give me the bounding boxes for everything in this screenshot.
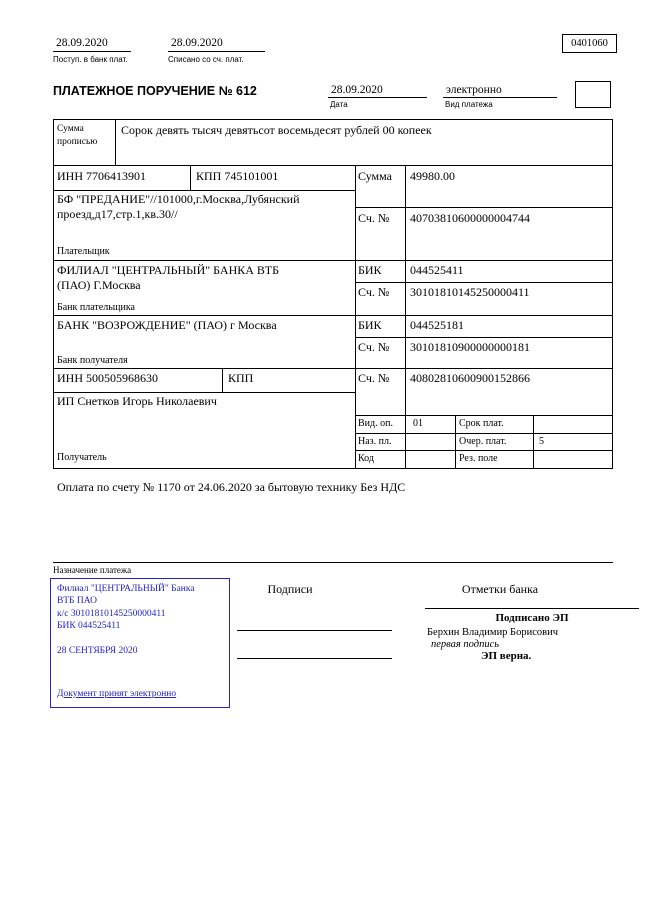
stamp-line: Филиал "ЦЕНТРАЛЬНЫЙ" Банка [57,584,195,594]
grid-line [53,119,613,120]
grid-line [355,450,613,451]
payer-account-label: Сч. № [358,211,390,225]
esign-name: Берхин Владимир Борисович [427,627,558,638]
stamp-line: к/с 30101810145250000411 [57,608,166,619]
payee-label: Получатель [57,452,107,463]
purpose-code-label: Наз. пл. [358,436,392,447]
document-date: 28.09.2020 [331,84,383,96]
stamp-line: БИК 044525411 [57,621,121,632]
payee-kpp-label: КПП [228,371,254,385]
grid-line [53,165,613,166]
priority-value: 5 [539,436,544,447]
code-label: Код [358,453,374,464]
grid-line [355,207,613,208]
payee-inn: ИНН 500505968630 [57,371,158,385]
grid-line [222,368,223,392]
esign-valid: ЭП верна. [481,650,532,662]
payee-account-label: Сч. № [358,371,390,385]
payer-bank-account-label: Сч. № [358,285,390,299]
payer-account: 40703810600000004744 [410,211,530,225]
grid-line [53,315,613,316]
payee-bank-label: Банк получателя [57,355,128,366]
signature-line [237,630,392,631]
grid-line [53,119,54,468]
amount-words-label: Сумма прописью [57,124,98,147]
stamp-note: Документ принят электронно [57,688,177,699]
grid-line [53,368,613,369]
esign-title: Подписано ЭП [495,612,569,624]
payee-bank-name: БАНК "ВОЗРОЖДЕНИЕ" (ПАО) г Москва [57,318,277,332]
purpose-label: Назначение платежа [53,565,132,575]
amount-words-value: Сорок девять тысяч девятьсот восемьдесят рублей 00 копеек [121,123,432,137]
grid-line [190,165,191,190]
purpose-text: Оплата по счету № 1170 от 24.06.2020 за бытовую технику Без НДС [57,480,406,494]
due-date-label: Срок плат. [459,418,504,429]
payer-bank-bik: 044525411 [410,263,464,277]
payer-bank-name: ФИЛИАЛ "ЦЕНТРАЛЬНЫЙ" БАНКА ВТБ (ПАО) Г.Москва [57,263,279,292]
grid-line [53,468,613,469]
grid-line [355,433,613,434]
grid-line [405,165,406,468]
payer-label: Плательщик [57,246,110,257]
grid-line [53,562,613,563]
esign-kind: первая подпись [431,639,500,650]
grid-line [53,260,613,261]
reserve-field-label: Рез. поле [459,453,498,464]
grid-line [53,190,355,191]
payer-inn: ИНН 7706413901 [57,169,146,183]
payee-bank-bik: 044525181 [410,318,464,332]
received-date: 28.09.2020 [56,37,108,49]
stamp-line: ВТБ ПАО [57,596,97,607]
debited-date-label: Списано со сч. плат. [168,55,244,64]
op-type-label: Вид. оп. [358,418,393,429]
priority-label: Очер. плат. [459,436,507,447]
form-code-box: 0401060 [562,34,617,53]
signatures-header: Подписи [267,582,313,596]
document-title: ПЛАТЕЖНОЕ ПОРУЧЕНИЕ № 612 [53,84,257,98]
payee-account: 40802810600900152866 [410,371,530,385]
document-date-label: Дата [330,100,348,109]
signature-line [237,658,392,659]
payee-bank-account-label: Сч. № [358,340,390,354]
payer-name: БФ "ПРЕДАНИЕ"//101000,г.Москва,Лубянский проезд,д17,стр.1,кв.30// [57,192,300,221]
document-date-underline [328,97,427,98]
payer-kpp: КПП 745101001 [196,169,279,183]
received-date-underline [53,51,131,52]
payee-bank-account: 30101810900000000181 [410,340,530,354]
grid-line [53,392,355,393]
grid-line [115,119,116,165]
payment-kind: электронно [446,84,502,96]
payer-bank-label: Банк плательщика [57,302,135,313]
grid-line [355,337,613,338]
op-type-value: 01 [413,418,423,429]
payment-kind-underline [443,97,557,98]
amount-label: Сумма [358,169,392,183]
bank-marks-header: Отметки банка [461,582,539,596]
received-date-label: Поступ. в банк плат. [53,55,128,64]
payment-kind-label: Вид платежа [445,100,493,109]
amount-value: 49980.00 [410,169,455,183]
grid-line [355,165,356,468]
grid-line [533,415,534,468]
stamp-date: 28 СЕНТЯБРЯ 2020 [57,646,138,657]
grid-line [355,415,613,416]
bank-stamp [50,578,230,708]
esign-box-border [425,608,639,609]
payer-bank-account: 30101810145250000411 [410,285,530,299]
payee-bank-bik-label: БИК [358,318,382,332]
grid-line [355,282,613,283]
debited-date: 28.09.2020 [171,37,223,49]
payer-bank-bik-label: БИК [358,263,382,277]
debited-date-underline [168,51,265,52]
payee-name: ИП Снетков Игорь Николаевич [57,394,217,408]
status-box [575,81,611,108]
grid-line [455,415,456,468]
